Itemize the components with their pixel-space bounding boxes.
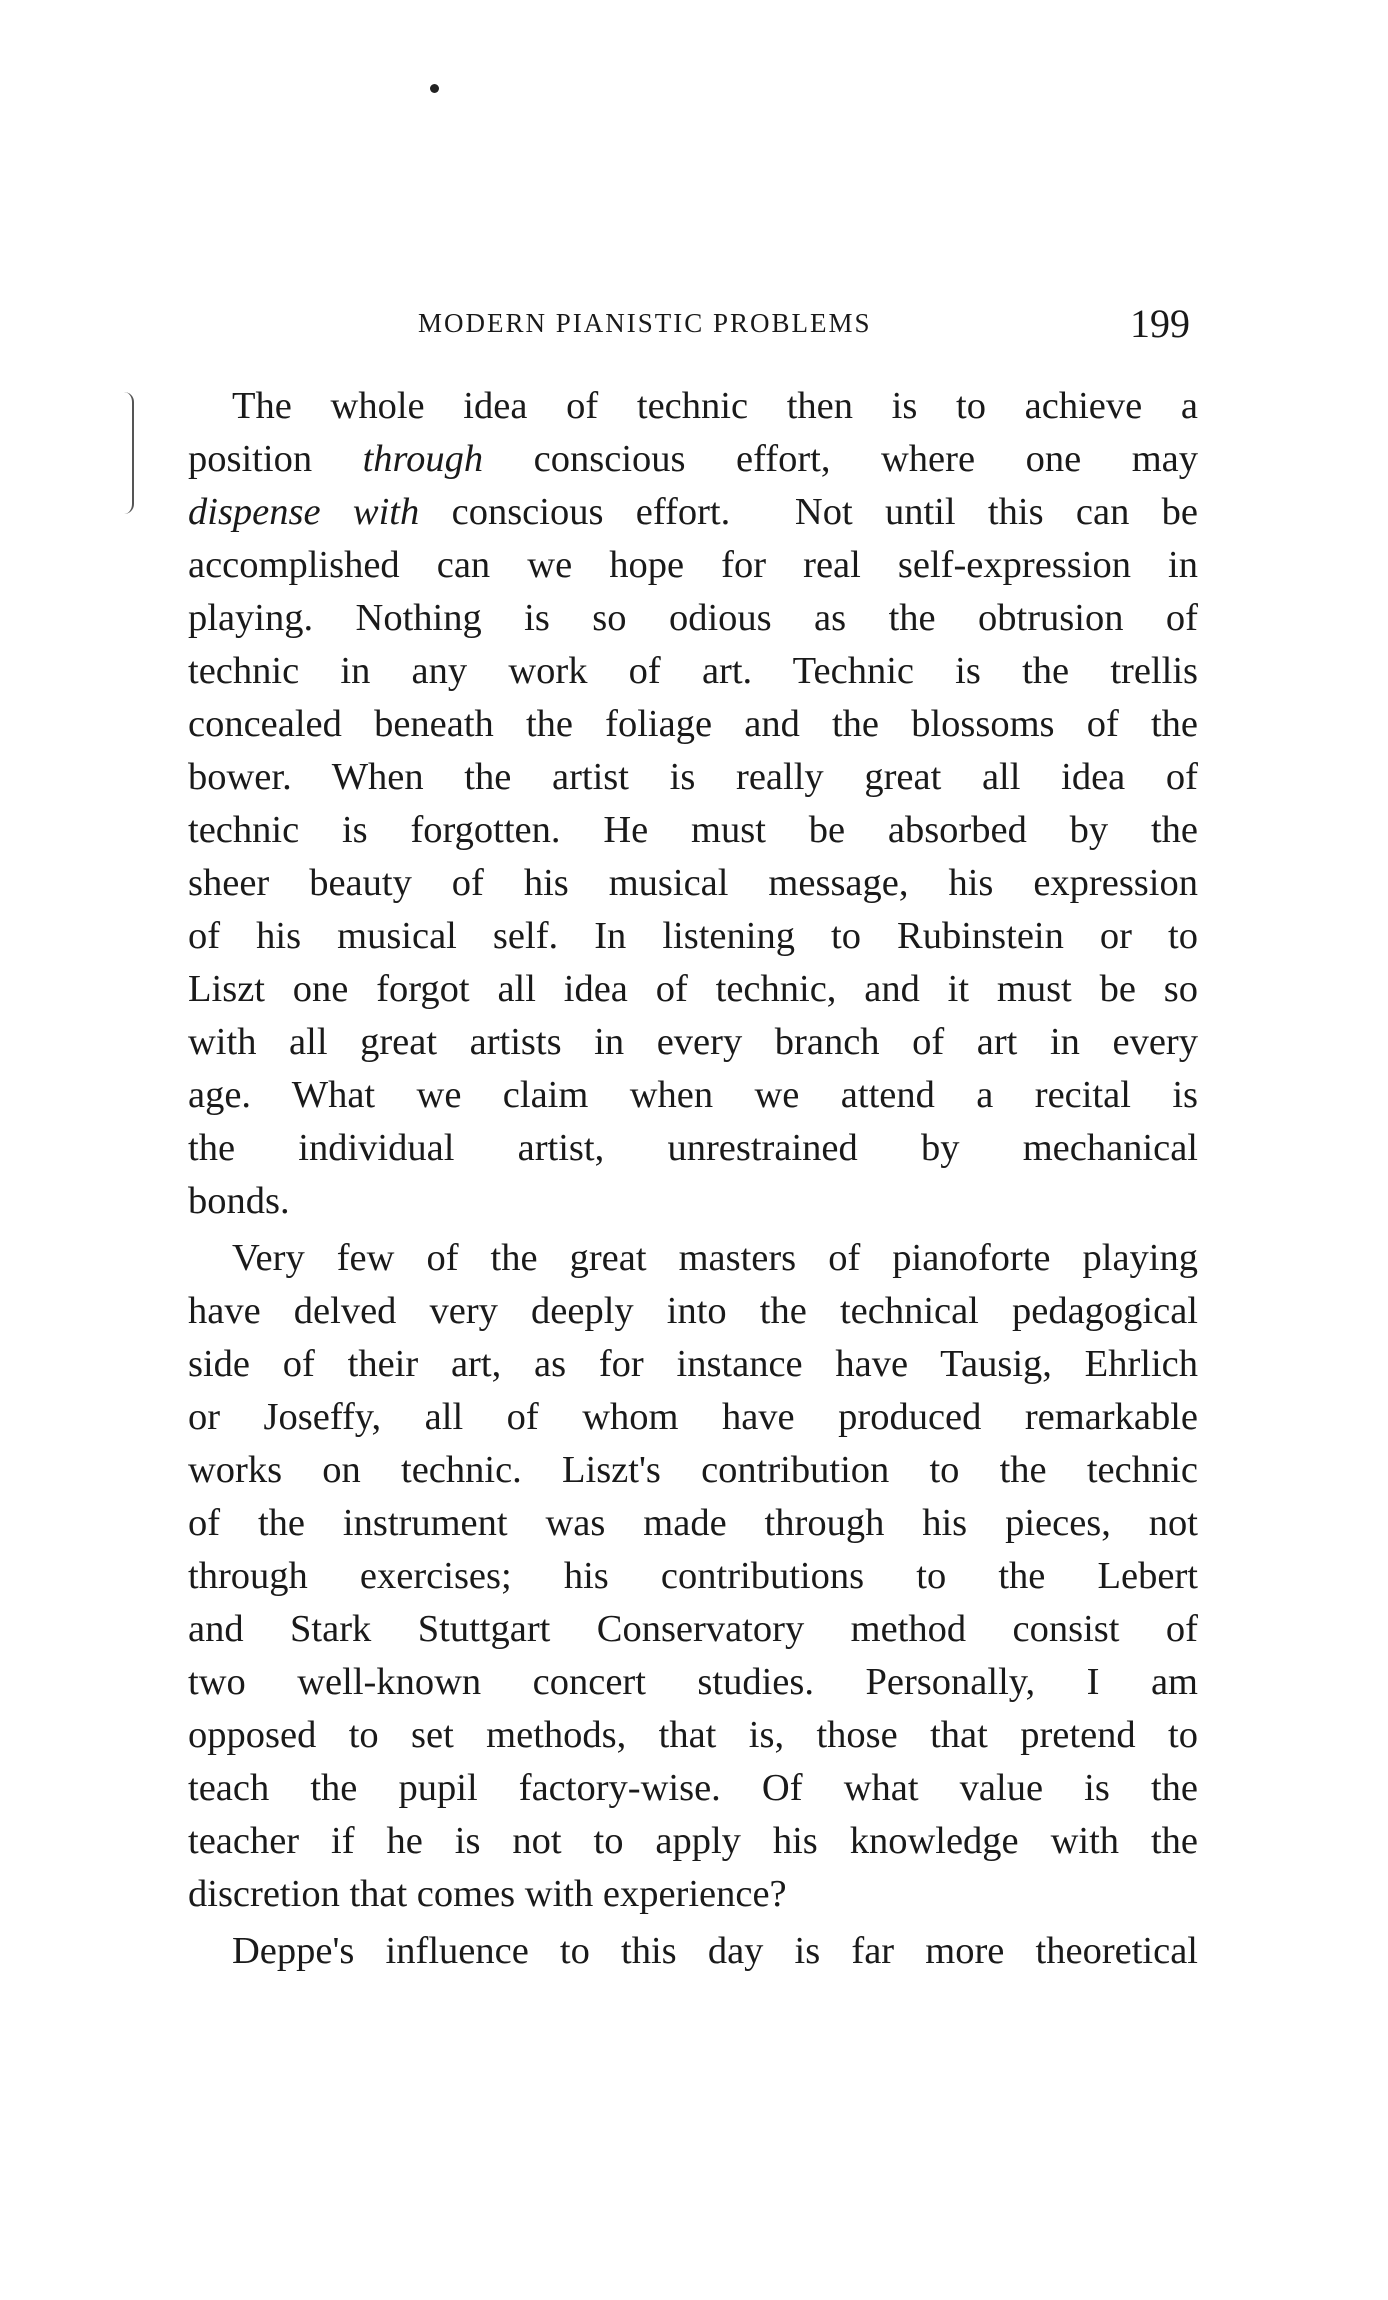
text-line: teach the pupil factory-wise. Of what value is the <box>188 1767 1198 1809</box>
text-line: Very few of the great masters of pianoforte playing <box>232 1237 1198 1279</box>
ink-speck <box>430 84 439 93</box>
running-title: MODERN PIANISTIC PROBLEMS <box>418 308 872 338</box>
text-line: of his musical self. In listening to Rubinstein or to <box>188 915 1198 957</box>
text-line: bower. When the artist is really great all idea of <box>188 756 1198 798</box>
text-line: the individual artist, unrestrained by mechanical <box>188 1127 1198 1169</box>
text-line: teacher if he is not to apply his knowledge with the <box>188 1820 1198 1862</box>
paragraph <box>188 1925 1198 1978</box>
text-line: and Stark Stuttgart Conservatory method consist of <box>188 1608 1198 1650</box>
page-number: 199 <box>1130 301 1190 346</box>
margin-mark <box>122 392 134 514</box>
text-line: age. What we claim when we attend a recital is <box>188 1074 1198 1116</box>
text-line: sheer beauty of his musical message, his expression <box>188 862 1198 904</box>
italic-phrase: dispense with <box>188 491 420 533</box>
text-line: opposed to set methods, that is, those that pretend to <box>188 1714 1198 1756</box>
text-line: or Joseffy, all of whom have produced remarkable <box>188 1396 1198 1438</box>
text-line-with-italic: dispense with conscious effort. Not until this can be <box>188 491 1198 533</box>
text-line-with-italic: position through conscious effort, where one may <box>188 438 1198 480</box>
text-line: technic is forgotten. He must be absorbed by the <box>188 809 1198 851</box>
text-line: The whole idea of technic then is to achieve a <box>232 385 1198 427</box>
text-line: concealed beneath the foliage and the blossoms of the <box>188 703 1198 745</box>
text-line: through exercises; his contributions to the Lebert <box>188 1555 1198 1597</box>
text-line: playing. Nothing is so odious as the obtrusion of <box>188 597 1198 639</box>
text-line: technic in any work of art. Technic is the trellis <box>188 650 1198 692</box>
text-line: side of their art, as for instance have Tausig, Ehrlich <box>188 1343 1198 1385</box>
text-line: have delved very deeply into the technical pedagogical <box>188 1290 1198 1332</box>
paragraph <box>188 1232 1198 1921</box>
text-line: Liszt one forgot all idea of technic, and it must be so <box>188 968 1198 1010</box>
text-line: two well-known concert studies. Personally, I am <box>188 1661 1198 1703</box>
text-line: accomplished can we hope for real self-expression in <box>188 544 1198 586</box>
text-line: with all great artists in every branch of art in every <box>188 1021 1198 1063</box>
italic-word: through <box>362 438 484 480</box>
text-line: of the instrument was made through his pieces, not <box>188 1502 1198 1544</box>
text-line: discretion that comes with experience? <box>188 1873 787 1915</box>
text-line: Deppe's influence to this day is far more theoretical <box>232 1930 1198 1972</box>
page-header <box>190 300 1200 350</box>
body-text <box>188 380 1198 1978</box>
paragraph <box>188 380 1198 1228</box>
text-line: works on technic. Liszt's contribution to the technic <box>188 1449 1198 1491</box>
text-line: bonds. <box>188 1180 290 1222</box>
